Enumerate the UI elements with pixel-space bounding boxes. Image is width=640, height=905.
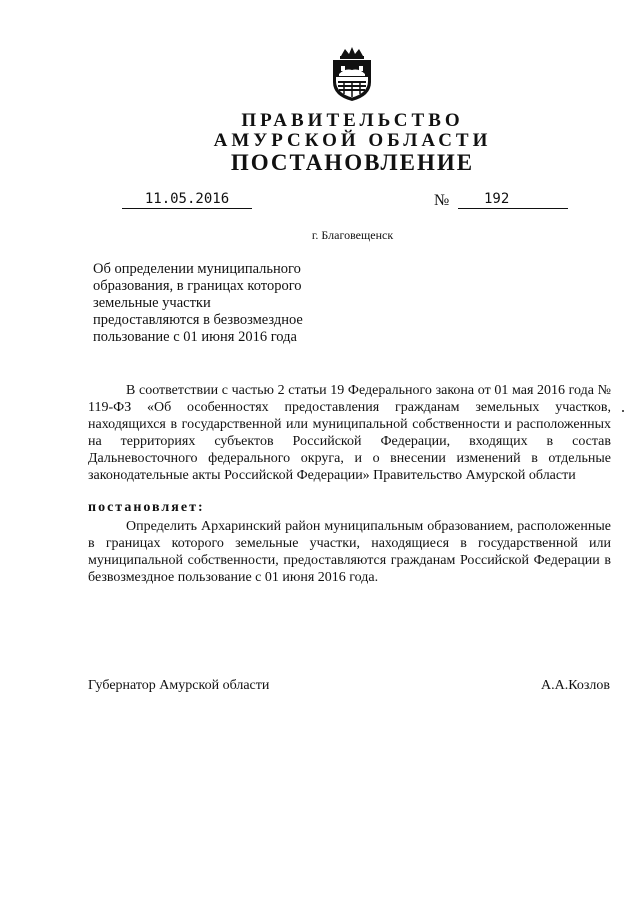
coat-of-arms-icon	[327, 46, 377, 102]
number-sign: №	[434, 192, 450, 209]
signatory-name: А.А.Козлов	[541, 678, 610, 693]
operative-paragraph: Определить Архаринский район муниципальным образованием, расположенные в границах которого земельные участки, находящиеся в государственной или муниципальной собственности, предоставляются гражданам Российской Федерации в безвозмездное пользование с 01 июня 2016 года.	[88, 519, 611, 585]
document-type: ПОСТАНОВЛЕНИЕ	[230, 150, 475, 175]
subject-line: земельные участки	[93, 295, 211, 311]
subject-line: пользование с 01 июня 2016 года	[93, 329, 297, 345]
scan-speck	[622, 410, 624, 412]
subject-line: предоставляются в безвозмездное	[93, 312, 303, 328]
subject-line: образования, в границах которого	[93, 278, 302, 294]
document-subject	[93, 261, 325, 346]
government-title-line1: ПРАВИТЕЛЬСТВО	[241, 110, 464, 131]
resolves-label: постановляет:	[88, 500, 205, 515]
government-title-line2: АМУРСКОЙ ОБЛАСТИ	[213, 130, 492, 151]
signatory-position: Губернатор Амурской области	[88, 678, 270, 693]
document-date: 11.05.2016	[122, 190, 252, 209]
document-number: 192	[458, 190, 568, 209]
subject-line: Об определении муниципального	[93, 261, 301, 277]
preamble-paragraph: В соответствии с частью 2 статьи 19 Федерального закона от 01 мая 2016 года № 119-ФЗ «Об особенностях предоставления гражданам земельных участков, находящихся в государственной или муниципальной собственности и расположенных на территориях субъектов Российской Федерации, входящих в состав Дальневосточного федерального округа, и о внесении изменений в отдельные законодательные акты Российской Федерации» Правительство Амурской области	[88, 383, 611, 483]
city: г. Благовещенск	[311, 228, 394, 242]
